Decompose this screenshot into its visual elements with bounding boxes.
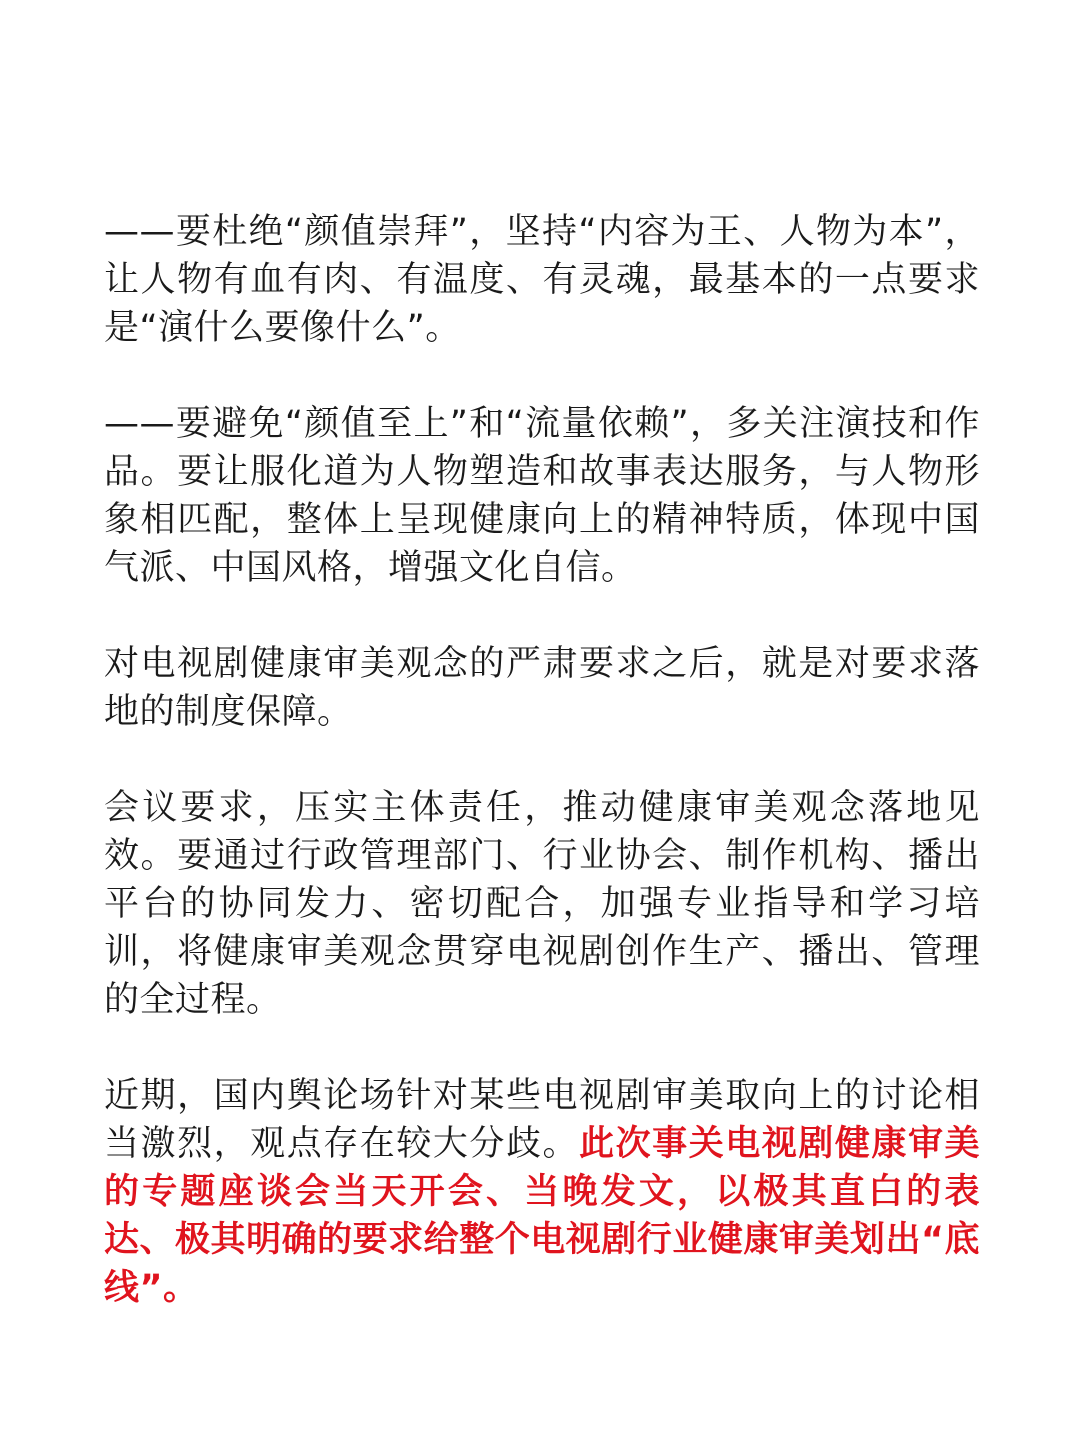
paragraph-public-discussion [104,1072,980,1312]
paragraph-text: 对电视剧健康审美观念的严肃要求之后，就是对要求落地的制度保障。 [104,644,980,732]
paragraph-text: ——要避免“颜值至上”和“流量依赖”，多关注演技和作品。要让服化道为人物塑造和故事表达服务，与人物形象相匹配，整体上呈现健康向上的精神特质，体现中国气派、中国风格，增强文化自信。 [104,404,980,588]
paragraph-meeting-requirements [104,784,980,1024]
highlighted-conclusion: 此次事关电视剧健康审美的专题座谈会当天开会、当晚发文，以极其直白的表达、极其明确的要求给整个电视剧行业健康审美划出“底线”。 [104,1124,980,1308]
paragraph-traffic-dependence [104,400,980,592]
paragraph-text: 近期，国内舆论场针对某些电视剧审美取向上的讨论相当激烈，观点存在较大分歧。 [104,1076,980,1164]
article-body [104,208,980,1312]
paragraph-text: ——要杜绝“颜值崇拜”，坚持“内容为王、人物为本”，让人物有血有肉、有温度、有灵魂，最基本的一点要求是“演什么要像什么”。 [104,212,980,348]
paragraph-text: 会议要求，压实主体责任，推动健康审美观念落地见效。要通过行政管理部门、行业协会、制作机构、播出平台的协同发力、密切配合，加强专业指导和学习培训，将健康审美观念贯穿电视剧创作生产、播出、管理的全过程。 [104,788,980,1020]
paragraph-appearance-worship [104,208,980,352]
paragraph-institutional-guarantee [104,640,980,736]
